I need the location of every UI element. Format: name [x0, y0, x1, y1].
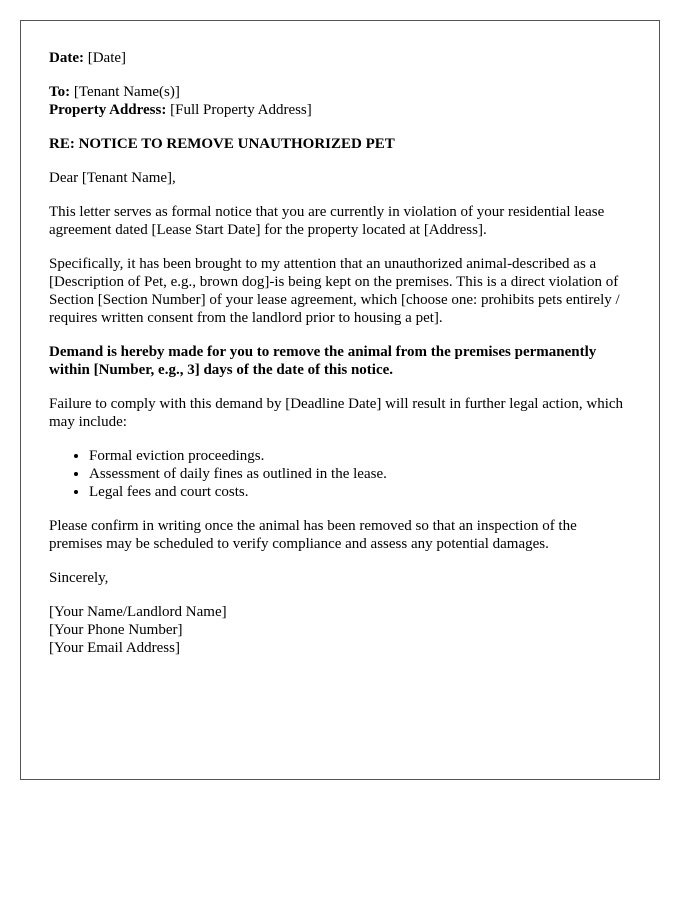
signature-email: [Your Email Address] — [49, 640, 180, 656]
consequence-list — [49, 447, 631, 501]
closing: Sincerely, — [49, 570, 109, 586]
list-item: • Legal fees and court costs. — [89, 483, 631, 501]
date-label: Date: — [49, 50, 84, 66]
property-address-label: Property Address: — [49, 102, 167, 118]
recipient-block — [49, 83, 631, 119]
signature-block — [49, 603, 631, 657]
notice-paragraph: This letter serves as formal notice that you are currently in violation of your residential lease agreement dated [Lease Start Date] for the property located at [Address]. — [49, 204, 605, 238]
to-value: [Tenant Name(s)] — [73, 84, 180, 100]
list-item: • Assessment of daily fines as outlined in the lease. — [89, 465, 631, 483]
confirmation-paragraph: Please confirm in writing once the animal has been removed so that an inspection of the premises may be scheduled to verify compliance and assess any potential damages. — [49, 518, 577, 552]
list-item: • Formal eviction proceedings. — [89, 447, 631, 465]
date-value: [Date] — [87, 50, 127, 66]
signature-name: [Your Name/Landlord Name] — [49, 604, 227, 620]
signature-phone: [Your Phone Number] — [49, 622, 183, 638]
date-line — [49, 49, 631, 67]
salutation: Dear [Tenant Name], — [49, 170, 176, 186]
subject-line: RE: NOTICE TO REMOVE UNAUTHORIZED PET — [49, 136, 395, 152]
to-label: To: — [49, 84, 71, 100]
demand-paragraph: Demand is hereby made for you to remove the animal from the premises permanently within [Number, e.g., 3] days of the date of this notice. — [49, 344, 597, 378]
violation-paragraph: Specifically, it has been brought to my attention that an unauthorized animal-described as a [Description of Pet, e.g., brown dog]-is being kept on the premises. This is a direct violation of Section [Section Number] of your lease agreement, which [choose one: prohibits pets entirely / requires written consent from the landlord prior to housing a pet]. — [49, 256, 620, 326]
letter-page — [20, 20, 660, 780]
property-address-line — [49, 101, 631, 119]
property-address-value: [Full Property Address] — [170, 102, 312, 118]
consequence-intro-paragraph: Failure to comply with this demand by [Deadline Date] will result in further legal action, which may include: — [49, 396, 624, 430]
to-line — [49, 83, 631, 101]
